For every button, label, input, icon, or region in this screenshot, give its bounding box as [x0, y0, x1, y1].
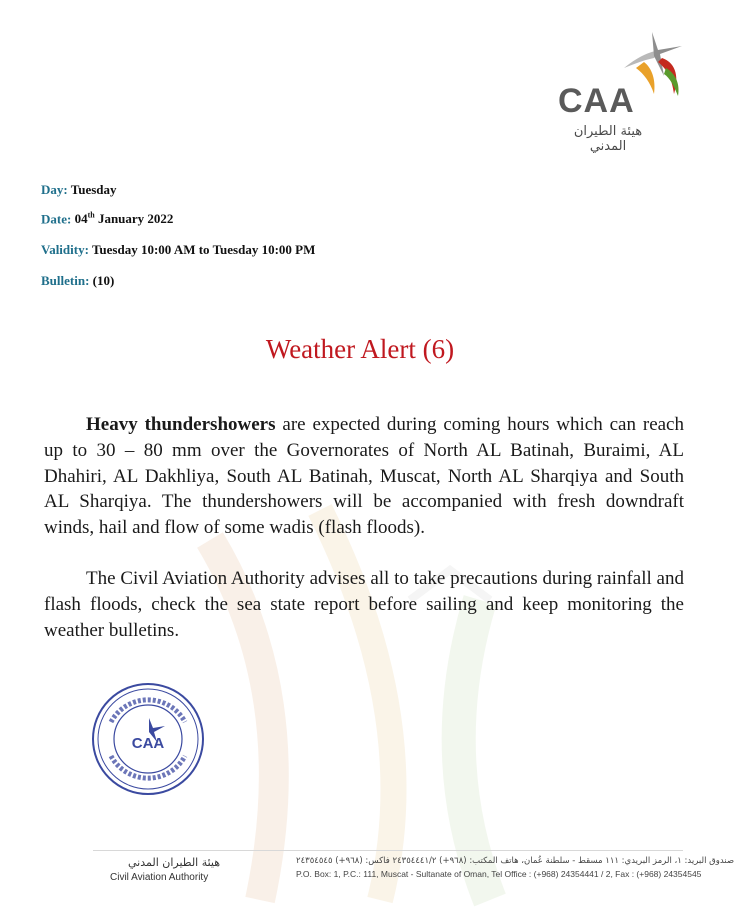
date-value	[75, 211, 174, 226]
caa-watermark-graphic	[150, 480, 670, 900]
caa-logo	[548, 28, 688, 154]
bulletin-line	[41, 273, 114, 289]
date-ordinal: th	[87, 211, 95, 220]
stamp-text: CAA	[131, 735, 165, 752]
bulletin-label: Bulletin:	[41, 273, 90, 288]
validity-value: Tuesday 10:00 AM to Tuesday 10:00 PM	[91, 242, 316, 257]
footer-org-arabic: هيئة الطيران المدني	[128, 856, 221, 869]
alert-paragraph-2: The Civil Aviation Authority advises all to take precautions during rainfall and flash floods, check the sea state report before sailing and keep monitoring the weather bulletins.	[44, 568, 684, 641]
date-month-year: January 2022	[97, 211, 174, 227]
date-label: Date:	[41, 211, 72, 227]
alert-highlight: Heavy thundershowers	[86, 414, 276, 435]
alert-title: Weather Alert (6)	[265, 334, 455, 364]
bulletin-value: (10)	[92, 273, 115, 288]
official-stamp	[91, 682, 205, 796]
date-line	[41, 211, 173, 227]
day-line	[41, 182, 117, 198]
alert-paragraph-1	[44, 412, 684, 541]
day-label: Day:	[41, 182, 68, 197]
footer-org-english: Civil Aviation Authority	[110, 872, 209, 883]
validity-line	[41, 242, 315, 258]
footer-address-english: P.O. Box: 1, P.C.: 111, Muscat - Sultanate of Oman, Tel Office : (+968) 24354441 / 2, Fax : (+968) 24354545	[296, 869, 702, 879]
logo-arabic-name: هيئة الطيران المدني	[573, 124, 643, 154]
validity-label: Validity:	[41, 242, 89, 257]
date-day: 04	[74, 211, 88, 227]
footer-address-arabic: صندوق البريد: ١، الرمز البريدي: ١١١ مسقط - سلطنة عُمان، هاتف المكتب: (٩٦٨+) ٢٤٣٥٤٤٤١/٢ فاكس: (٩٦٨+) ٢٤٣٥٤٥٤٥	[296, 856, 734, 866]
day-value: Tuesday	[70, 182, 117, 197]
footer-divider	[93, 850, 683, 851]
alert-paragraph-1-text: are expected during coming hours which can reach up to 30 – 80 mm over the Governorates of North AL Batinah, Buraimi, AL Dhahiri, AL Dakhliya, South AL Batinah, Muscat, North AL Sharqiya and South AL Sharqiya. The thundershowers will be accompanied with fresh downdraft winds, hail and flow of some wadis (flash floods).	[44, 414, 684, 539]
logo-caa-text: CAA	[558, 82, 635, 120]
